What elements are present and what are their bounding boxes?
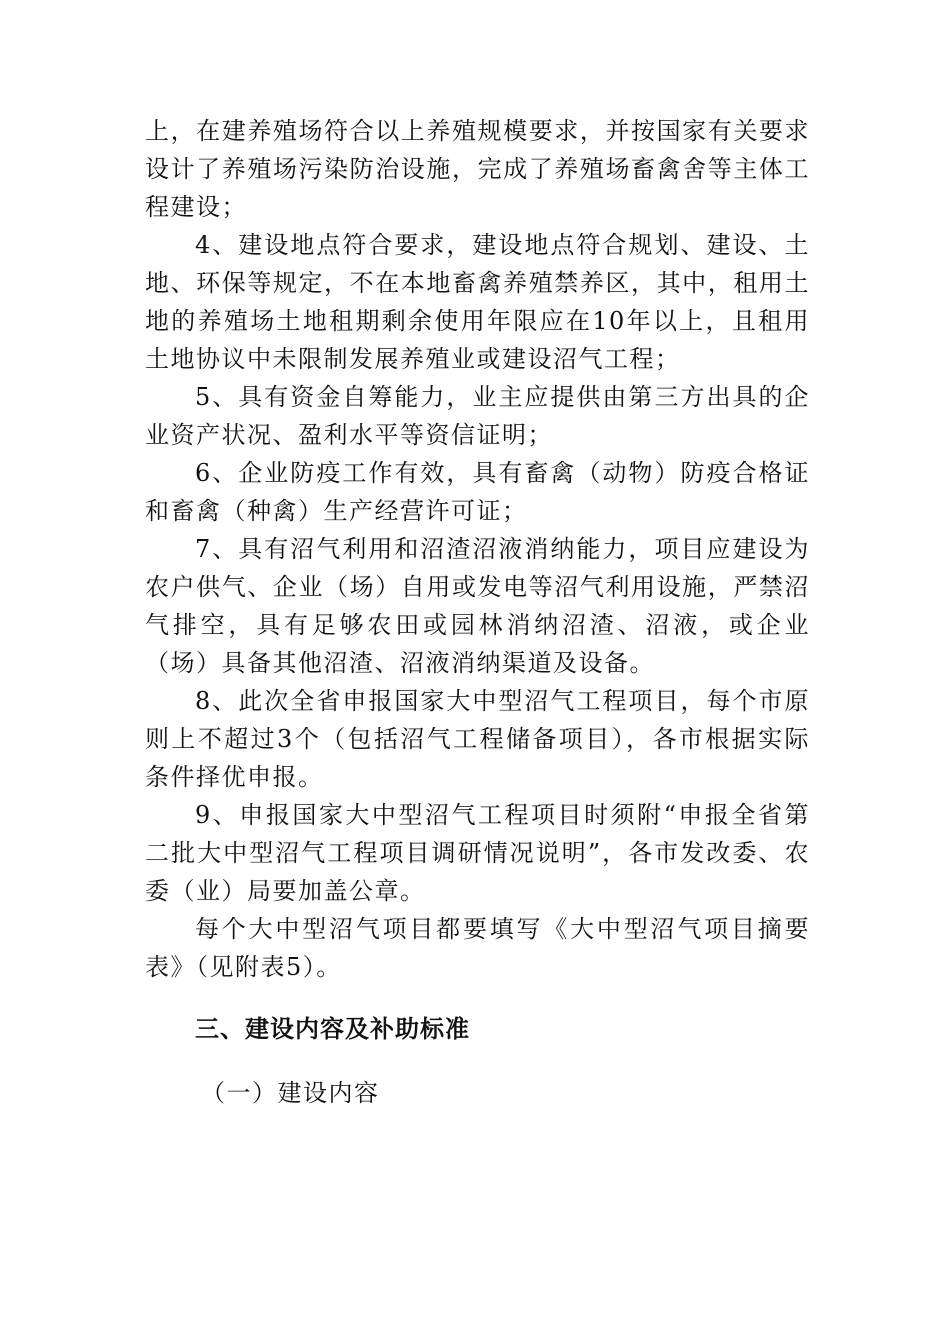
document-page — [145, 112, 810, 1112]
section-heading: 三、建设内容及补助标准 — [195, 1015, 470, 1043]
paragraph-item-7: 7、具有沼气利用和沼渣沼液消纳能力，项目应建设为农户供气、企业（场）自用或发电等沼气利用设施，严禁沼气排空，具有足够农田或园林消纳沼渣、沼液，或企业（场）具备其他沼渣、沼液消纳渠道及设备。 — [145, 535, 810, 677]
subsection-heading: （一）建设内容 — [201, 1079, 380, 1107]
paragraph-item-9: 9、申报国家大中型沼气工程项目时须附“申报全省第二批大中型沼气工程项目调研情况说明”，各市发改委、农委（业）局要加盖公章。 — [145, 801, 810, 905]
paragraph-summary-note: 每个大中型沼气项目都要填写《大中型沼气项目摘要表》（见附表5）。 — [145, 915, 810, 981]
paragraph-item-5: 5、具有资金自筹能力，业主应提供由第三方出具的企业资产状况、盈利水平等资信证明； — [145, 383, 810, 449]
paragraph-item-4: 4、建设地点符合要求，建设地点符合规划、建设、土地、环保等规定，不在本地畜禽养殖禁养区，其中，租用土地的养殖场土地租期剩余使用年限应在10年以上，且租用土地协议中未限制发展养殖业或建设沼气工程； — [145, 231, 810, 373]
paragraph-item-8: 8、此次全省申报国家大中型沼气工程项目，每个市原则上不超过3个（包括沼气工程储备项目），各市根据实际条件择优申报。 — [145, 687, 810, 791]
paragraph-item-6: 6、企业防疫工作有效，具有畜禽（动物）防疫合格证和畜禽（种禽）生产经营许可证； — [145, 459, 810, 525]
paragraph-continuation: 上，在建养殖场符合以上养殖规模要求，并按国家有关要求设计了养殖场污染防治设施，完成了养殖场畜禽舍等主体工程建设； — [145, 117, 810, 221]
